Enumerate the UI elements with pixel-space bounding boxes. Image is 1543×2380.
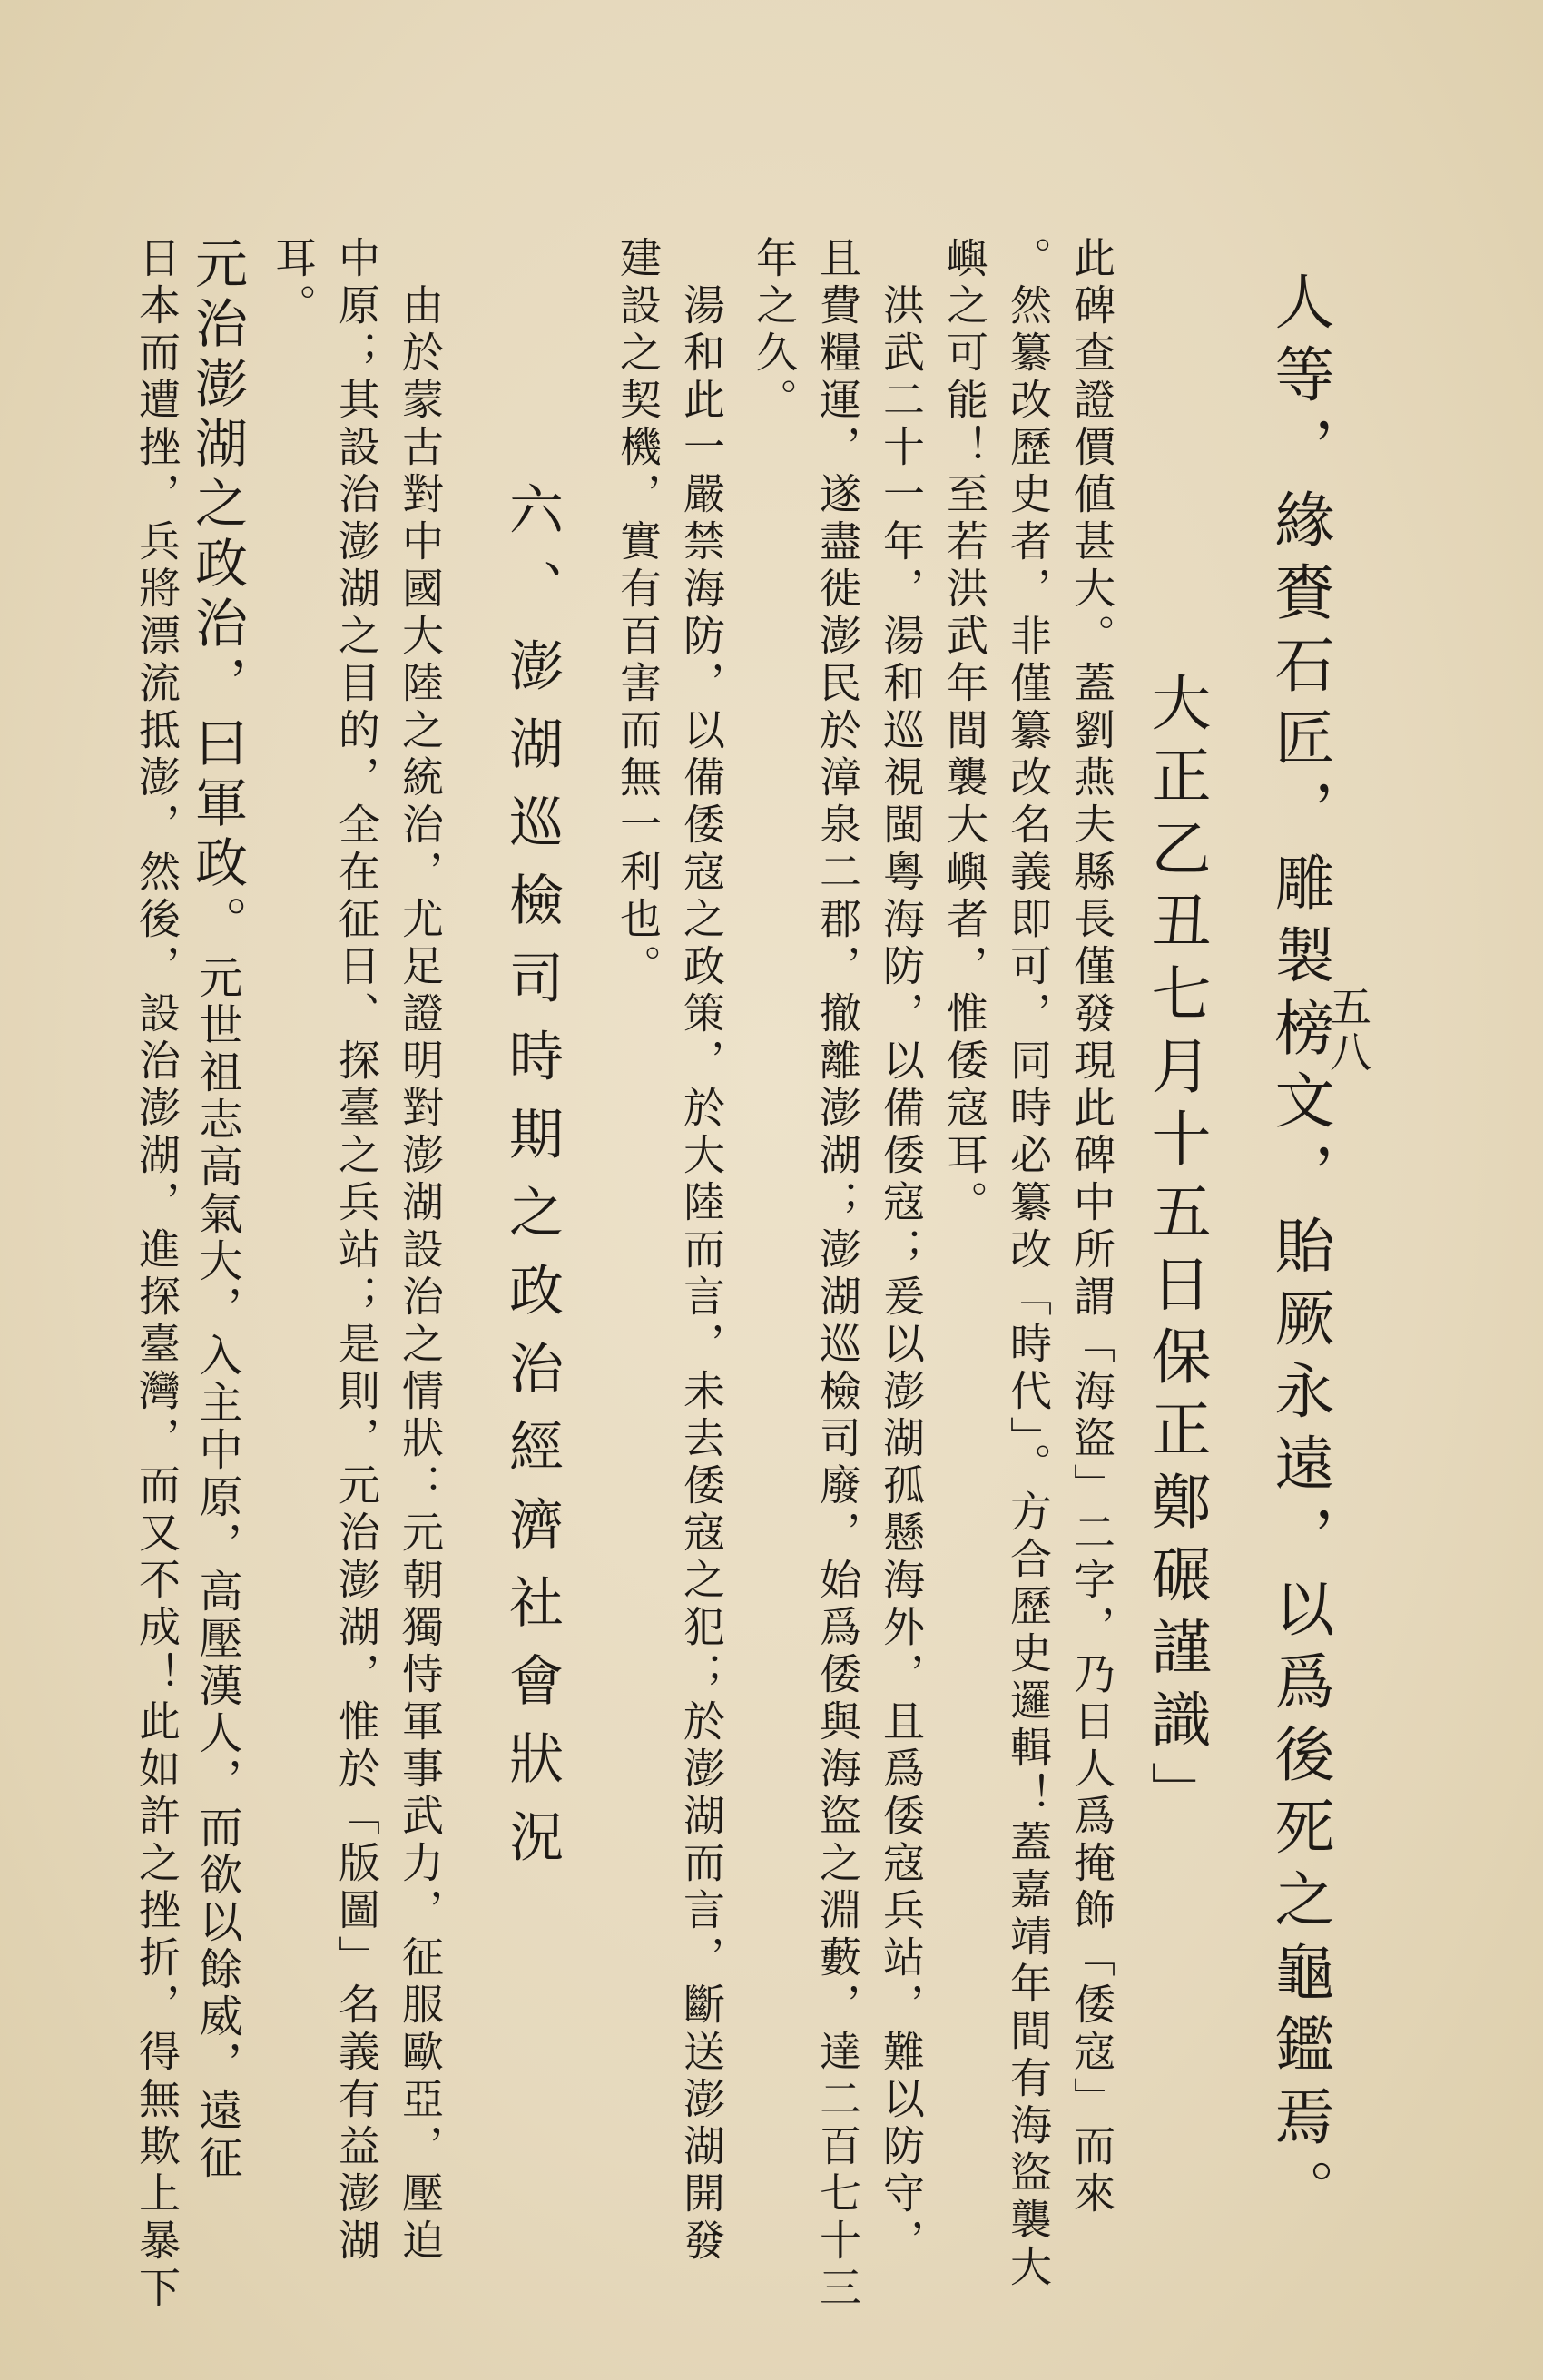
- paragraph-line: 日本而遭挫，兵將漂流抵澎，然後，設治澎湖，進探臺灣，而又不成！此如許之挫折，得無欺上暴下: [133, 236, 182, 2313]
- paragraph-line: 洪武二十一年，湯和巡視閩粵海防，以備倭寇；爰以澎湖孤懸海外，且爲倭寇兵站，難以防守，: [877, 236, 926, 2266]
- paragraph-line: 建設之契機，實有百害而無一利也。: [614, 236, 663, 991]
- paragraph-line: 嶼之可能！至若洪武年間襲大嶼者，惟倭寇耳。: [940, 236, 989, 1227]
- page-number: 五八: [1323, 985, 1372, 1076]
- paragraph-line: 耳。: [269, 236, 318, 330]
- paragraph-line: 中原；其設治澎湖之目的，全在征日、探臺之兵站；是則，元治澎湖，惟於「版圖」名義有益澎湖: [332, 236, 381, 2266]
- quote-signature: 大正乙丑七月十五日保正鄭碾謹識」: [1141, 672, 1211, 1834]
- subsection-heading: 元治澎湖之政治，曰軍政。: [186, 236, 248, 955]
- paragraph-line: 湯和此一嚴禁海防，以備倭寇之政策，於大陸而言，未去倭寇之犯；於澎湖而言，斷送澎湖開發: [677, 236, 726, 2266]
- paragraph-line: 由於蒙古對中國大陸之統治，尤足證明對澎湖設治之情狀：元朝獨恃軍事武力，征服歐亞，壓迫: [396, 236, 445, 2266]
- paragraph-line: 年之久。: [750, 236, 799, 425]
- subsection-column: [186, 236, 248, 2182]
- paragraph-line: 。然纂改歷史者，非僅纂改名義即可，同時必纂改「時代」。方合歷史邏輯！蓋嘉靖年間有海盜襲大: [1004, 236, 1053, 2292]
- paragraph-line: 此碑查證價値甚大。蓋劉燕夫縣長僅發現此碑中所謂「海盜」二字，乃日人爲掩飾「倭寇」而來: [1067, 236, 1116, 2218]
- subsection-text: 元世祖志高氣大，入主中原，高壓漢人，而欲以餘威，遠征: [192, 955, 242, 2182]
- section-heading: 六、澎湖巡檢司時期之政治經濟社會狀況: [500, 481, 564, 1886]
- paragraph-line: 且費糧運，遂盡徙澎民於漳泉二郡，撤離澎湖；澎湖巡檢司廢，始爲倭與海盜之淵藪，達二百七十三: [813, 236, 862, 2313]
- quote-line: 人等，緣賚石匠，雕製榜文，貽厥永遠，以爲後死之龜鑑焉。: [1264, 270, 1334, 2231]
